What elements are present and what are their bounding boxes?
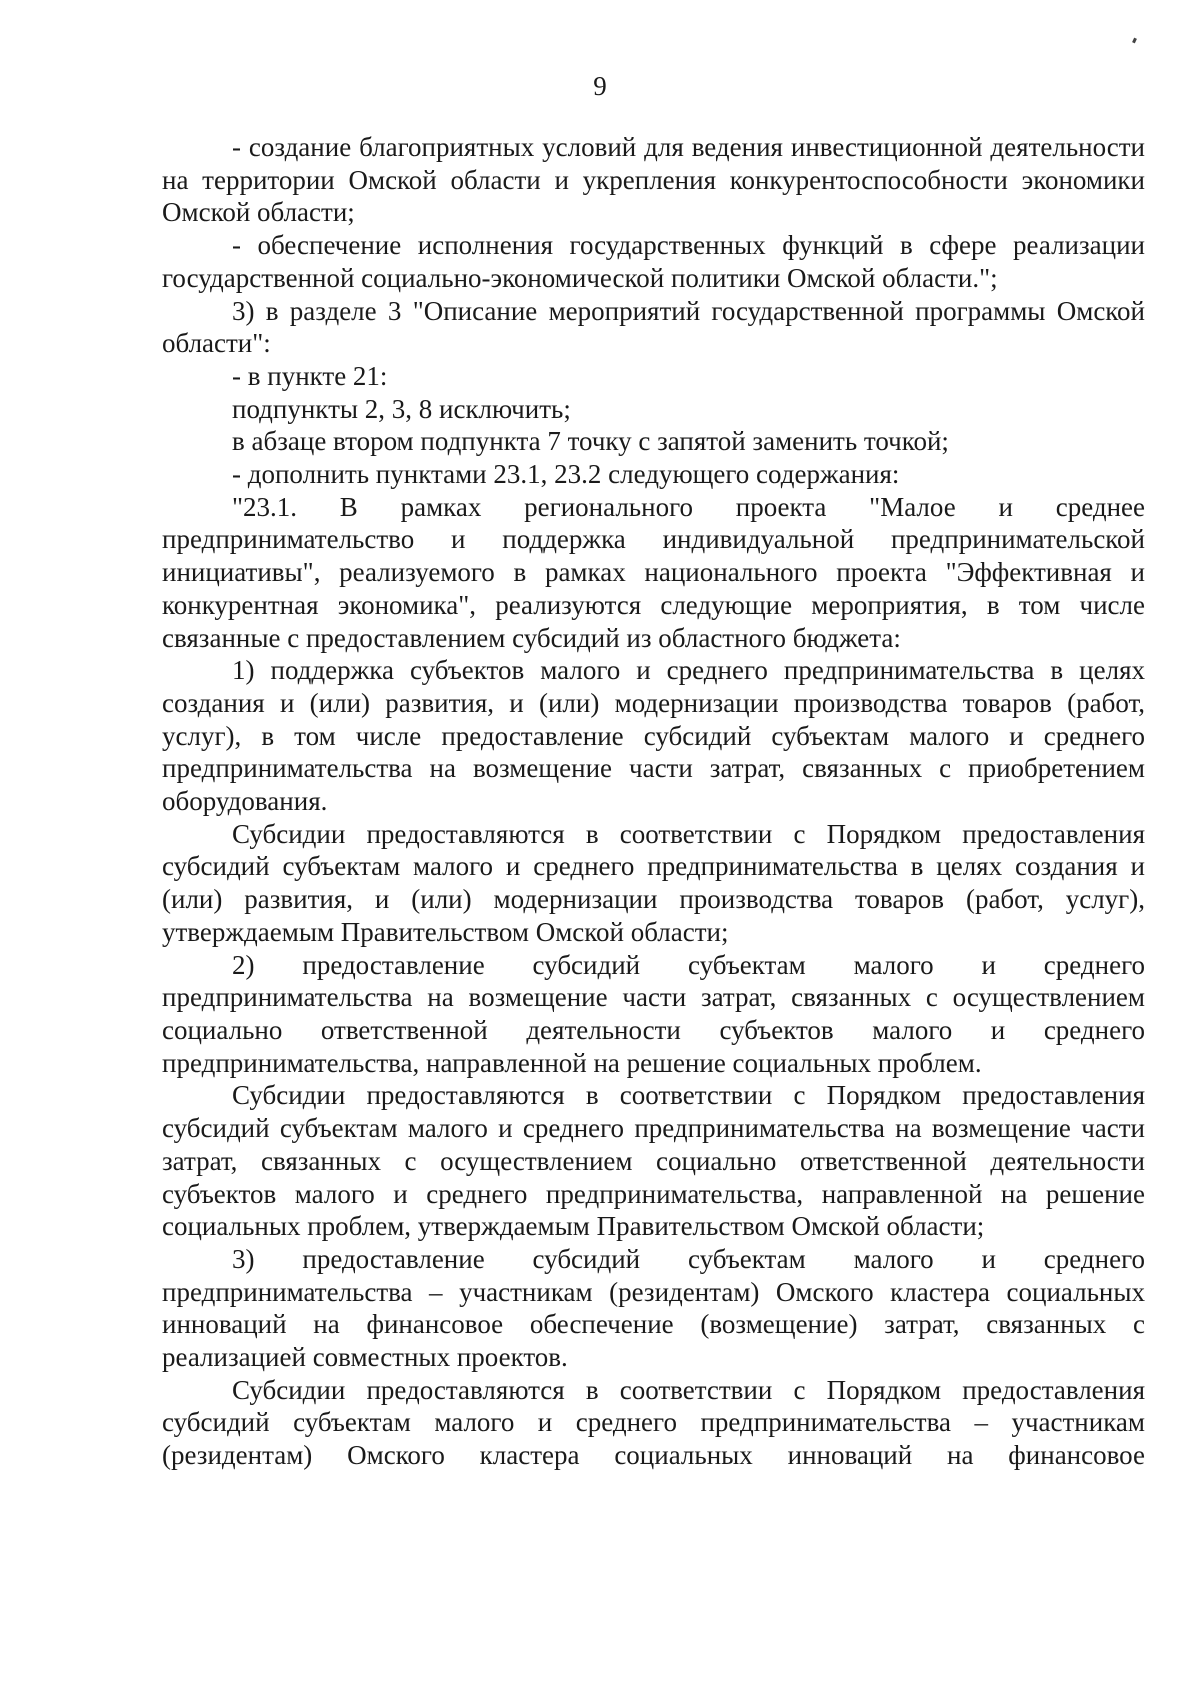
paragraph-item-3-subsidies: Субсидии предоставляются в соответствии с Порядком предоставления субсидий субъектам малого и среднего предпринимательства – участникам (резидентам) Омского кластера социальных инноваций на финансовое xyxy=(162,1374,1145,1471)
paragraph-section-3: 3) в разделе 3 "Описание мероприятий государственной программы Омской области": xyxy=(162,295,1145,359)
paragraph-item-3: 3) предоставление субсидий субъектам малого и среднего предпринимательства – участникам (резидентам) Омского кластера социальных инноваций на финансовое обеспечение (возмещение) затрат, связанных с реализацией совместных проектов. xyxy=(162,1243,1145,1373)
paragraph-clause-21: - в пункте 21: xyxy=(232,360,388,391)
paragraph-item-1: 1) поддержка субъектов малого и среднего предпринимательства в целях создания и (или) развития, и (или) модернизации производства товаров (работ, услуг), в том числе предоставление субсидий субъектам малого и среднего предпринимательства на возмещение части затрат, связанных с приобретением оборудования. xyxy=(162,655,1145,817)
paragraph-state-functions: - обеспечение исполнения государственных функций в сфере реализации государственной социально-экономической политики Омской области."; xyxy=(162,230,1145,293)
paragraph-add-clauses: - дополнить пунктами 23.1, 23.2 следующего содержания: xyxy=(232,459,900,490)
paragraph-item-2: 2) предоставление субсидий субъектам малого и среднего предпринимательства на возмещение части затрат, связанных с осуществлением социально ответственной деятельности субъектов малого и среднего предпринимательства, направленной на решение социальных проблем. xyxy=(162,949,1145,1078)
paragraph-item-2-subsidies: Субсидии предоставляются в соответствии с Порядком предоставления субсидий субъектам малого и среднего предпринимательства на возмещение части затрат, связанных с осуществлением социально ответственной деятельности субъектов малого и среднего предпринимательства, направленной на решение социальных проблем, утверждаемым Правительством Омской области; xyxy=(162,1080,1145,1242)
scan-speck-mark xyxy=(1132,38,1137,44)
document-body xyxy=(162,131,1145,1472)
paragraph-23-1: "23.1. В рамках регионального проекта "Малое и среднее предпринимательство и поддержка индивидуальной предпринимательской инициативы", реализуемого в рамках национального проекта "Эффективная и конкурентная экономика", реализуются следующие мероприятия, в том числе связанные с предоставлением субсидий из областного бюджета: xyxy=(162,491,1145,653)
paragraph-investment-conditions: - создание благоприятных условий для ведения инвестиционной деятельности на территории Омской области и укрепления конкурентоспособности экономики Омской области; xyxy=(162,132,1145,228)
page-number: 9 xyxy=(593,71,607,101)
paragraph-subclause-7-edit: в абзаце втором подпункта 7 точку с запятой заменить точкой; xyxy=(232,426,949,457)
paragraph-subclauses-excluded: подпункты 2, 3, 8 исключить; xyxy=(232,393,571,424)
paragraph-item-1-subsidies: Субсидии предоставляются в соответствии с Порядком предоставления субсидий субъектам малого и среднего предпринимательства в целях создания и (или) развития, и (или) модернизации производства товаров (работ, услуг), утверждаемым Правительством Омской области; xyxy=(162,818,1145,947)
